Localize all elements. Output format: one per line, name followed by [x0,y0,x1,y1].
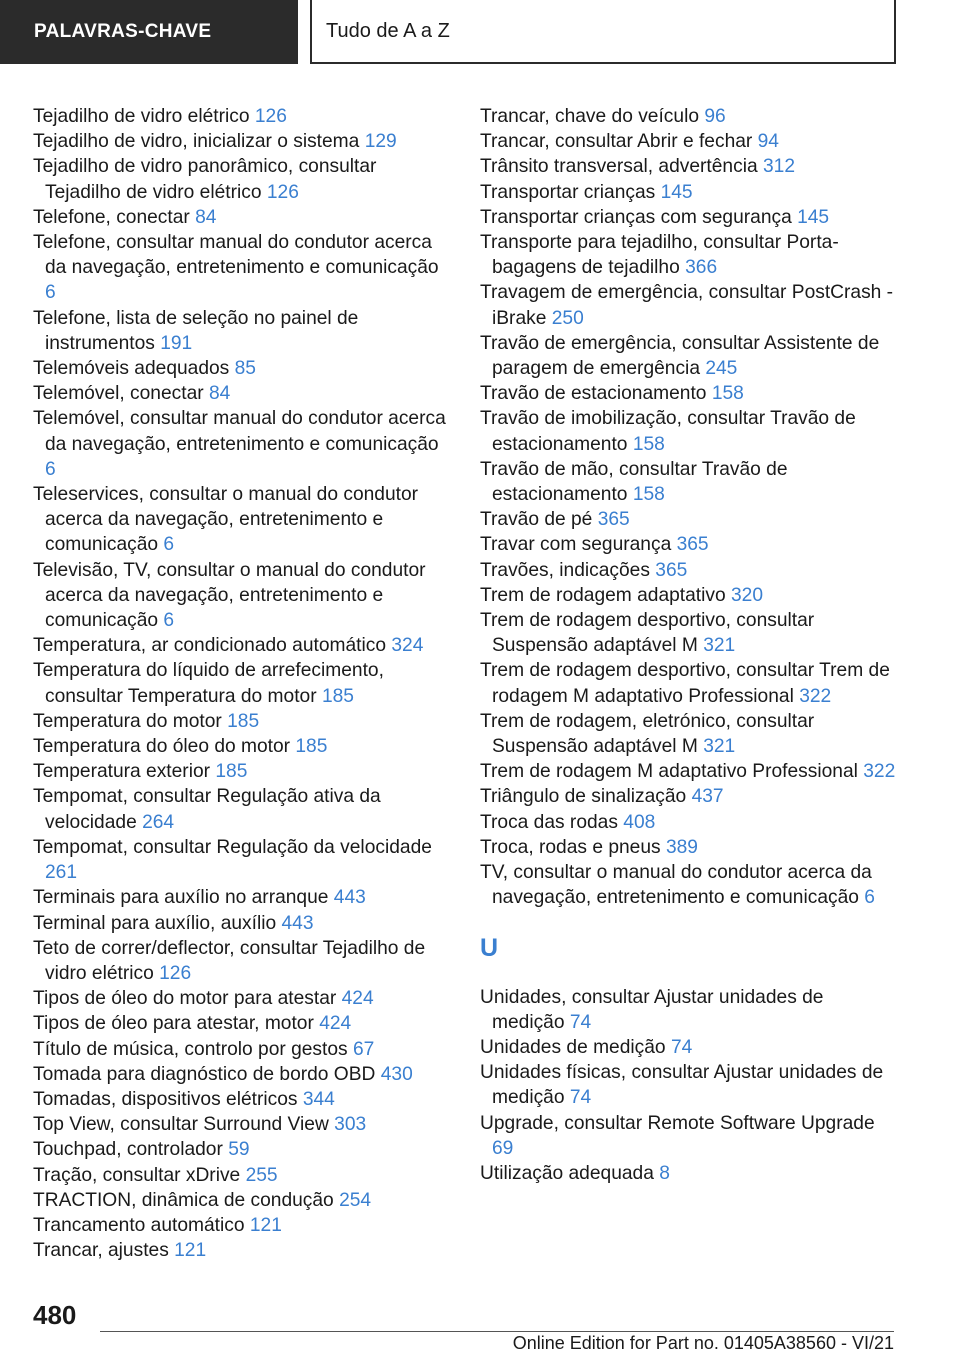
index-page-link[interactable]: 6 [163,534,175,556]
index-page-link[interactable]: 126 [266,181,299,203]
index-entry [480,784,900,809]
index-entry-text: Telemóvel, conectar [33,383,204,405]
index-entry [480,104,900,129]
index-entry-text: Trem de rodagem desportivo, consultar Suspensão adaptável M [480,610,815,657]
index-page-link[interactable]: 69 [492,1137,514,1159]
index-entry-text: Travão de pé [480,509,593,531]
footer-edition-text: Online Edition for Part no. 01405A38560 - VI/21 [512,1333,894,1353]
section-tab [0,0,298,64]
index-entry-text: Trânsito transversal, advertência [480,156,758,178]
index-page-link[interactable]: 303 [334,1114,367,1136]
index-page-link[interactable]: 437 [691,786,724,808]
index-entry [33,482,449,558]
index-entry [480,558,900,583]
index-entry-text: Utilização adequada [480,1162,654,1184]
index-entry [480,985,900,1035]
index-entry-text: Transporte para tejadilho, consultar Porta-bagagens de tejadilho [480,232,839,279]
index-entry [33,911,449,936]
index-page-link[interactable]: 121 [174,1240,207,1262]
index-entry-text: Televisão, TV, consultar o manual do condutor acerca da navegação, entretenimento e comunicação [33,559,426,632]
index-page-link[interactable]: 389 [665,836,698,858]
index-page-link[interactable]: 365 [676,534,709,556]
index-page-link[interactable]: 264 [142,811,175,833]
index-entry [33,986,449,1011]
index-page-link[interactable]: 321 [703,736,736,758]
index-entry [33,1137,449,1162]
index-entry-text: Transportar crianças [480,181,656,203]
index-entry [33,1087,449,1112]
index-page-link[interactable]: 121 [249,1214,282,1236]
index-page-link[interactable]: 261 [45,862,78,884]
index-entry-text: Tejadilho de vidro, inicializar o sistema [33,131,360,153]
index-entry-text: Temperatura, ar condicionado automático [33,635,387,657]
index-entry-text: Travão de estacionamento [480,383,707,405]
index-entry-text: Trem de rodagem, eletrónico, consultar Suspensão adaptável M [480,710,815,758]
index-page-link[interactable]: 84 [208,383,231,405]
index-page-link[interactable]: 94 [757,131,779,153]
index-entry [33,658,449,708]
index-entry [480,230,900,280]
index-entry [480,154,900,179]
index-entry-text: Telefone, lista de seleção no painel de instrumentos [33,307,359,354]
index-entry-text: Terminal para auxílio, auxílio [33,912,277,934]
letter-heading-u: U [480,933,499,962]
index-entry-text: Upgrade, consultar Remote Software Upgrade [480,1112,875,1134]
index-entry-text: Top View, consultar Surround View [33,1114,329,1136]
index-entry-text: Travar com segurança [480,534,672,556]
index-entry-text: Tomadas, dispositivos elétricos [33,1088,298,1110]
index-page-link[interactable]: 191 [160,332,193,354]
index-entry-text: Temperatura do óleo do motor [33,736,291,758]
index-entry-text: Teto de correr/deflector, consultar Tejadilho de vidro elétrico [33,937,426,984]
index-page-link[interactable]: 322 [863,761,896,783]
index-entry-text: Trem de rodagem desportivo, consultar Trem de rodagem M adaptativo Professional [480,660,890,707]
index-entry-text: Unidades físicas, consultar Ajustar unidades de medição [480,1062,884,1109]
index-entry-text: Temperatura do líquido de arrefecimento, consultar Temperatura do motor [33,660,384,707]
index-entry-text: Teleservices, consultar o manual do condutor acerca da navegação, entretenimento e comunicação [33,484,419,556]
index-entry [480,280,900,330]
index-entry [480,1035,900,1060]
index-page-link[interactable]: 158 [632,484,665,506]
index-group-t [480,104,900,911]
index-page-link[interactable]: 255 [245,1164,278,1186]
index-entry-text: Travão de imobilização, consultar Travão de estacionamento [480,408,856,455]
index-entry [33,356,449,381]
index-entry [33,1163,449,1188]
index-page-link[interactable]: 8 [659,1162,670,1184]
index-entry-text: Telefone, conectar [33,206,190,228]
index-page-link[interactable]: 74 [569,1087,592,1109]
index-page-link[interactable]: 145 [660,181,693,203]
index-page-link[interactable]: 245 [705,358,738,380]
index-entry [480,1060,900,1110]
index-page-link[interactable]: 424 [341,988,374,1010]
index-entry [33,1213,449,1238]
index-page-link[interactable]: 185 [295,736,328,758]
index-entry-text: TV, consultar o manual do condutor acerca da navegação, entretenimento e comunicação [480,862,872,909]
page-header [0,0,960,66]
index-page-link[interactable]: 344 [302,1088,335,1110]
index-entry [33,205,449,230]
index-entry [480,532,900,557]
index-entry [480,457,900,507]
index-entry [33,406,449,482]
index-entry [33,835,449,885]
index-entry [480,331,900,381]
index-page-link[interactable]: 6 [45,458,56,480]
index-entry [33,1011,449,1036]
index-entry-text: Tipos de óleo do motor para atestar [33,988,337,1010]
index-entry-text: Travagem de emergência, consultar PostCrash - iBrake [480,282,894,329]
index-entry-text: Travões, indicações [480,559,650,581]
index-page-link[interactable]: 254 [339,1189,372,1211]
index-page-link[interactable]: 6 [864,887,875,909]
index-page-link[interactable]: 321 [703,635,736,657]
index-entry [33,784,449,834]
index-entry-text: Trancamento automático [33,1214,245,1236]
index-page-link[interactable]: 6 [45,282,56,304]
index-entry-text: Touchpad, controlador [33,1139,223,1161]
index-entry-text: Telefone, consultar manual do condutor acerca da navegação, entretenimento e comunicação [33,232,439,279]
index-entry-text: Tempomat, consultar Regulação da velocidade [33,836,432,858]
page-number: 480 [33,1300,77,1330]
index-entry-text: Trancar, consultar Abrir e fechar [480,131,753,153]
index-entry-text: Tipos de óleo para atestar, motor [33,1013,314,1035]
index-entry-text: Telemóvel, consultar manual do condutor acerca da navegação, entretenimento e comunicação [33,408,446,455]
index-entry-text: Travão de mão, consultar Travão de estacionamento [480,458,788,506]
index-entry [480,1111,900,1161]
index-page-link[interactable]: 312 [762,156,795,178]
index-entry [480,658,900,708]
index-page-link[interactable]: 424 [319,1013,352,1035]
index-entry-text: Trem de rodagem adaptativo [480,584,726,606]
index-entry [33,104,449,129]
index-entry-text: Transportar crianças com segurança [480,206,792,228]
index-entry [33,1238,449,1263]
index-entry [480,810,900,835]
index-page-link[interactable]: 126 [254,106,287,127]
index-entry-text: Unidades, consultar Ajustar unidades de medição [480,986,824,1033]
index-page-link[interactable]: 96 [704,106,726,127]
index-page-link[interactable]: 84 [195,206,217,228]
index-entry [33,633,449,658]
index-entry-text: Unidades de medição [480,1036,666,1058]
index-page-link[interactable]: 74 [569,1011,592,1033]
index-entry [33,558,449,634]
index-entry [480,129,900,154]
index-page-link[interactable]: 365 [655,559,688,581]
index-page-link[interactable]: 322 [799,685,832,707]
index-column-left [33,104,449,1263]
index-entry-text: Tempomat, consultar Regulação ativa da velocidade [33,786,381,833]
index-entry [33,709,449,734]
index-entry-text: Título de música, controlo por gestos [33,1038,348,1060]
index-page-link[interactable]: 185 [227,710,260,732]
index-page-link[interactable]: 145 [797,206,830,228]
index-entry-text: TRACTION, dinâmica de condução [33,1189,334,1211]
index-entry [33,734,449,759]
index-entry [480,583,900,608]
index-entry [33,936,449,986]
index-entry [33,381,449,406]
index-entry [480,860,900,910]
index-entry [480,180,900,205]
index-entry [33,154,449,204]
index-page-link[interactable]: 74 [670,1036,693,1058]
index-page-link[interactable]: 185 [215,761,248,783]
index-entry-text: Trancar, ajustes [33,1240,169,1262]
index-entry-text: Telemóveis adequados [33,358,230,380]
index-entry-text: Tejadilho de vidro panorâmico, consultar Tejadilho de vidro elétrico [33,156,377,203]
index-entry [480,507,900,532]
index-entry [33,1037,449,1062]
index-page-link[interactable]: 185 [321,685,354,707]
index-page-link[interactable]: 67 [352,1038,375,1060]
chapter-tab [310,0,896,64]
index-entry-text: Triângulo de sinalização [480,786,687,808]
index-entry-text: Trem de rodagem M adaptativo Professional [480,761,858,783]
index-page-link[interactable]: 126 [159,962,192,984]
index-entry-text: Trancar, chave do veículo [480,106,699,127]
index-entry [480,406,900,456]
index-page-link[interactable]: 366 [685,257,718,279]
index-page-link[interactable]: 408 [623,811,656,833]
index-entry [480,835,900,860]
index-entry [480,381,900,406]
index-page-link[interactable]: 250 [551,307,584,329]
index-page-link[interactable]: 365 [597,509,630,531]
index-entry-text: Terminais para auxílio no arranque [33,887,329,909]
index-entry [480,709,900,759]
index-entry [480,759,900,784]
index-entry [33,1062,449,1087]
index-entry [33,1112,449,1137]
index-group-u [480,985,900,1187]
index-entry-text: Troca, rodas e pneus [480,836,661,858]
index-column-right [480,104,900,1186]
index-entry-text: Travão de emergência, consultar Assistente de paragem de emergência [480,332,880,380]
index-entry [33,306,449,356]
index-page-link[interactable]: 320 [731,584,764,606]
section-label: PALAVRAS-CHAVE [34,21,212,42]
index-page-link[interactable]: 85 [234,358,256,380]
index-page-link[interactable]: 443 [281,912,314,934]
index-entry [33,759,449,784]
index-entry [33,885,449,910]
index-entry-text: Tomada para diagnóstico de bordo OBD [33,1063,376,1085]
index-page-link[interactable]: 158 [711,383,744,405]
index-entry [33,230,449,306]
index-entry-text: Temperatura do motor [33,710,222,732]
index-page-link[interactable]: 59 [228,1139,250,1161]
footer-divider [100,1331,894,1332]
index-entry-text: Temperatura exterior [33,761,211,783]
index-entry [33,129,449,154]
index-entry [480,205,900,230]
index-entry-text: Tejadilho de vidro elétrico [33,106,250,127]
index-entry-text: Tração, consultar xDrive [33,1164,241,1186]
chapter-title: Tudo de A a Z [326,19,450,42]
index-entry-text: Troca das rodas [480,811,618,833]
index-page-link[interactable]: 6 [163,610,175,632]
index-entry [480,1161,900,1186]
index-page-link[interactable]: 443 [333,887,366,909]
index-page-link[interactable]: 324 [391,635,424,657]
index-entry [33,1188,449,1213]
index-page-link[interactable]: 430 [380,1063,413,1085]
index-entry [480,608,900,658]
index-page-link[interactable]: 158 [632,433,665,455]
index-page-link[interactable]: 129 [364,131,397,153]
